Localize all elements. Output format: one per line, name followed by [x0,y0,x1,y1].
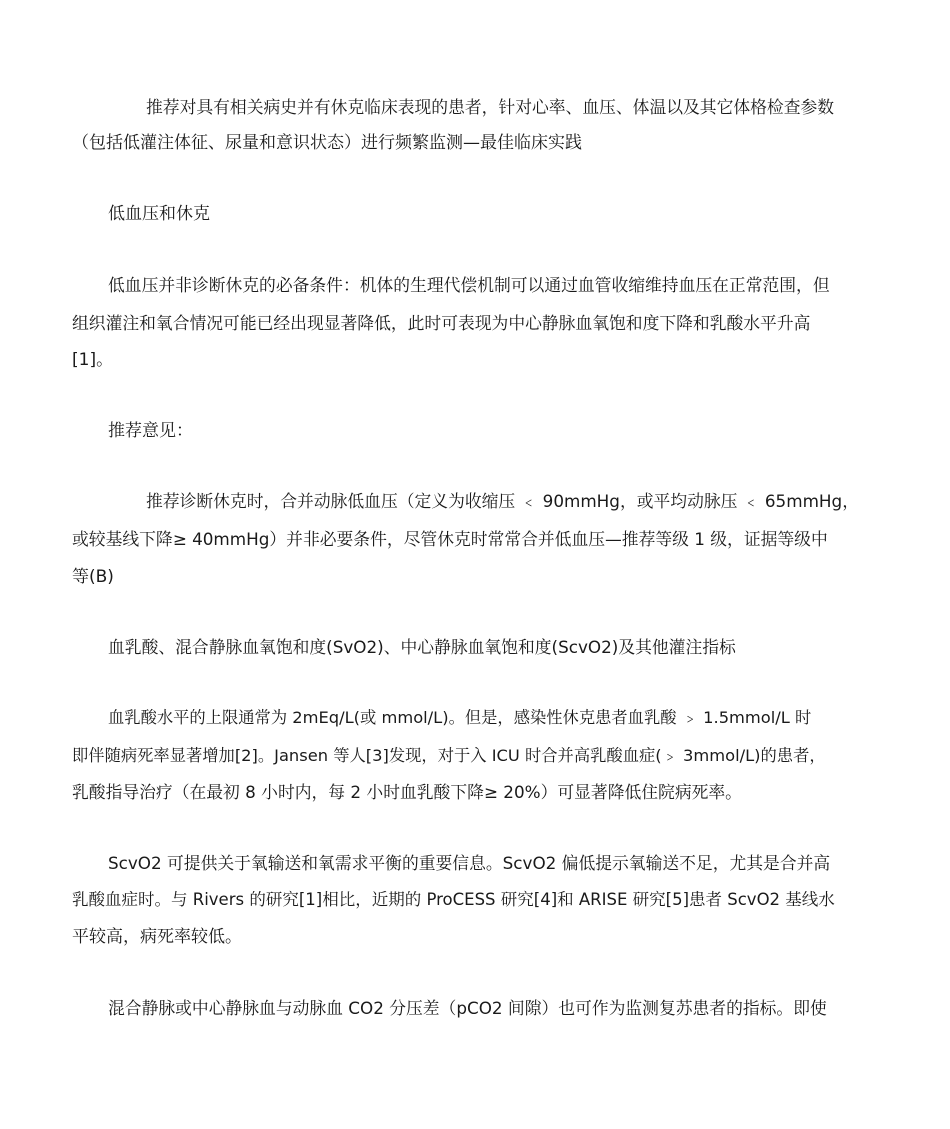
paragraph-1-line-1: 推荐对具有相关病史并有休克临床表现的患者，针对心率、血压、体温以及其它体格检查参数 [146,97,835,117]
recommendation-heading: 推荐意见： [108,421,193,441]
paragraph-5-line-2: 或较基线下降≥ 40mmHg）并非必要条件，尽管休克时常常合并低血压—推荐等级 1 级，证据等级中 [72,529,828,549]
section-heading-lactate: 血乳酸、混合静脉血氧饱和度(SvO2)、中心静脉血氧饱和度(ScvO2)及其他灌注指标 [108,637,736,657]
paragraph-3-line-3: [1]。 [72,350,114,370]
paragraph-8-line-3: 平较高，病死率较低。 [72,927,242,947]
paragraph-5-line-3: 等(B) [72,567,114,587]
section-heading-hypotension: 低血压和休克 [108,204,210,224]
paragraph-8-line-1: ScvO2 可提供关于氧输送和氧需求平衡的重要信息。ScvO2 偏低提示氧输送不足，尤其是合并高 [108,853,831,873]
paragraph-9-line-1: 混合静脉或中心静脉血与动脉血 CO2 分压差（pCO2 间隙）也可作为监测复苏患者的指标。即使 [108,998,827,1018]
paragraph-3-line-2: 组织灌注和氧合情况可能已经出现显著降低，此时可表现为中心静脉血氧饱和度下降和乳酸水平升高 [72,313,811,333]
paragraph-5-line-1: 推荐诊断休克时，合并动脉低血压（定义为收缩压 ﹤ 90mmHg，或平均动脉压 ﹤ 65mmHg， [146,491,859,511]
paragraph-8-line-2: 乳酸血症时。与 Rivers 的研究[1]相比，近期的 ProCESS 研究[4]和 ARISE 研究[5]患者 ScvO2 基线水 [72,890,835,909]
paragraph-3-line-1: 低血压并非诊断休克的必备条件：机体的生理代偿机制可以通过血管收缩维持血压在正常范围，但 [108,275,830,295]
paragraph-7-line-2: 即伴随病死率显著增加[2]。Jansen 等人[3]发现，对于入 ICU 时合并高乳酸血症(﹥ 3mmol/L)的患者， [72,746,826,765]
paragraph-7-line-3: 乳酸指导治疗（在最初 8 小时内，每 2 小时血乳酸下降≥ 20%）可显著降低住院病死率。 [72,782,742,802]
paragraph-1-line-2: （包括低灌注体征、尿量和意识状态）进行频繁监测—最佳临床实践 [72,133,582,153]
paragraph-7-line-1: 血乳酸水平的上限通常为 2mEq/L(或 mmol/L)。但是，感染性休克患者血乳酸 ﹥ 1.5mmol/L 时 [108,708,812,727]
